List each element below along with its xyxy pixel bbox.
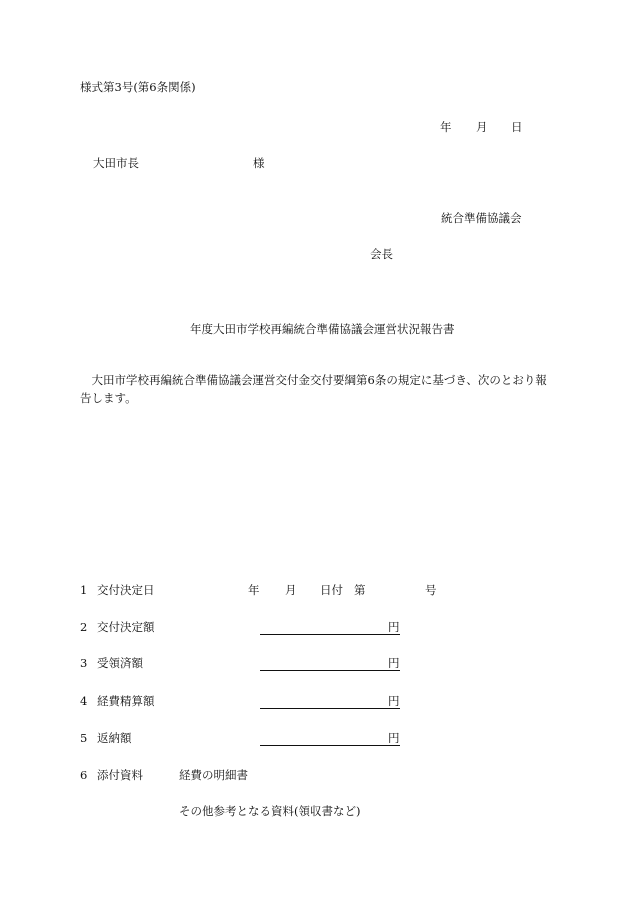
item-label: 受領済額 bbox=[97, 656, 143, 670]
attachment-item: 経費の明細書 bbox=[179, 768, 248, 782]
amount-blank-line bbox=[260, 620, 400, 635]
amount-blank-line bbox=[260, 694, 400, 709]
decision-number-suffix: 号 bbox=[425, 583, 437, 597]
item-number: 4 bbox=[80, 694, 88, 708]
date-day: 日 bbox=[511, 120, 523, 134]
amount-unit: 円 bbox=[388, 656, 400, 670]
item-number: 5 bbox=[80, 731, 88, 745]
decision-number-prefix: 第 bbox=[354, 583, 366, 597]
item-label: 添付資料 bbox=[97, 768, 143, 782]
decision-month: 月 bbox=[285, 583, 297, 597]
sender-organization: 統合準備協議会 bbox=[441, 211, 522, 225]
amount-blank-line bbox=[260, 656, 400, 671]
item-number: 3 bbox=[80, 656, 88, 670]
amount-blank-line bbox=[260, 731, 400, 746]
item-label: 交付決定日 bbox=[97, 583, 155, 597]
addressee-honorific: 様 bbox=[253, 156, 265, 170]
sender-title: 会長 bbox=[370, 247, 393, 261]
item-number: 2 bbox=[80, 620, 88, 634]
addressee-name: 大田市長 bbox=[93, 156, 139, 170]
item-label: 交付決定額 bbox=[97, 620, 155, 634]
item-label: 返納額 bbox=[97, 731, 132, 745]
item-label: 経費精算額 bbox=[97, 694, 155, 708]
amount-unit: 円 bbox=[388, 620, 400, 634]
decision-day-suffix: 日付 bbox=[320, 583, 343, 597]
decision-year: 年 bbox=[248, 583, 260, 597]
date-month: 月 bbox=[476, 120, 488, 134]
amount-unit: 円 bbox=[388, 694, 400, 708]
form-number: 様式第3号(第6条関係) bbox=[80, 80, 196, 94]
item-number: 6 bbox=[80, 768, 88, 782]
attachment-item: その他参考となる資料(領収書など) bbox=[179, 804, 361, 818]
body-text: 大田市学校再編統合準備協議会運営交付金交付要綱第6条の規定に基づき、次のとおり報告します。 bbox=[80, 373, 547, 406]
amount-unit: 円 bbox=[388, 731, 400, 745]
document-title: 年度大田市学校再編統合準備協議会運営状況報告書 bbox=[190, 322, 455, 336]
date-year: 年 bbox=[440, 120, 452, 134]
item-number: 1 bbox=[80, 583, 88, 597]
